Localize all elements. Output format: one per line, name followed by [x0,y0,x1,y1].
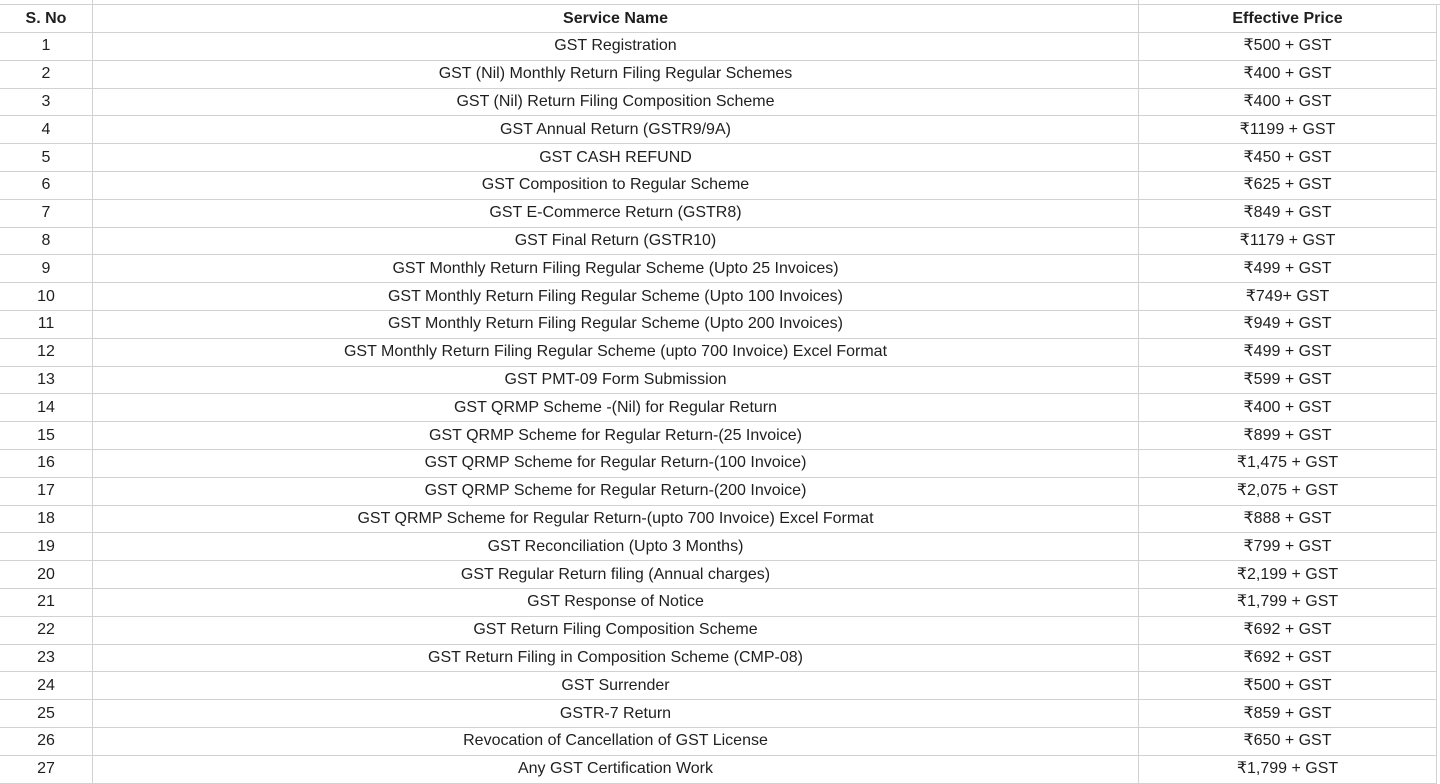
table-row [0,60,1437,88]
serial-number-cell: 22 [0,616,93,644]
service-name-cell: GST Monthly Return Filing Regular Scheme (Upto 100 Invoices) [93,283,1139,311]
table-row [0,533,1437,561]
table-row [0,366,1437,394]
effective-price-cell: ₹500 + GST [1139,672,1437,700]
table-row [0,144,1437,172]
service-name-cell: GST Annual Return (GSTR9/9A) [93,116,1139,144]
serial-number-cell: 1 [0,33,93,61]
effective-price-cell: ₹749+ GST [1139,283,1437,311]
effective-price-cell: ₹400 + GST [1139,394,1437,422]
effective-price-cell: ₹625 + GST [1139,171,1437,199]
serial-number-cell: 4 [0,116,93,144]
service-name-cell: GST QRMP Scheme for Regular Return-(25 Invoice) [93,422,1139,450]
service-name-cell: GST CASH REFUND [93,144,1139,172]
effective-price-cell: ₹499 + GST [1139,255,1437,283]
serial-number-cell: 8 [0,227,93,255]
table-row [0,755,1437,783]
service-name-cell: GST Return Filing Composition Scheme [93,616,1139,644]
table-row [0,33,1437,61]
table-row [0,88,1437,116]
serial-number-cell: 5 [0,144,93,172]
effective-price-cell: ₹799 + GST [1139,533,1437,561]
effective-price-cell: ₹500 + GST [1139,33,1437,61]
service-name-cell: GST Composition to Regular Scheme [93,171,1139,199]
serial-number-cell: 15 [0,422,93,450]
table-row [0,672,1437,700]
effective-price-cell: ₹692 + GST [1139,616,1437,644]
service-name-cell: GST Registration [93,33,1139,61]
effective-price-cell: ₹1,475 + GST [1139,449,1437,477]
table-row [0,310,1437,338]
serial-number-cell: 6 [0,171,93,199]
effective-price-cell: ₹849 + GST [1139,199,1437,227]
effective-price-cell: ₹949 + GST [1139,310,1437,338]
effective-price-cell: ₹400 + GST [1139,88,1437,116]
serial-number-cell: 9 [0,255,93,283]
serial-number-cell: 7 [0,199,93,227]
service-name-cell: Revocation of Cancellation of GST License [93,727,1139,755]
table-row [0,199,1437,227]
serial-number-cell: 12 [0,338,93,366]
serial-number-cell: 16 [0,449,93,477]
service-name-cell: GST Reconciliation (Upto 3 Months) [93,533,1139,561]
header-serial-number: S. No [0,5,93,33]
effective-price-cell: ₹599 + GST [1139,366,1437,394]
table-row [0,588,1437,616]
service-name-cell: GST (Nil) Return Filing Composition Scheme [93,88,1139,116]
table-body [0,33,1437,784]
table-row [0,394,1437,422]
table-row [0,283,1437,311]
service-name-cell: GST QRMP Scheme -(Nil) for Regular Return [93,394,1139,422]
serial-number-cell: 13 [0,366,93,394]
table-row [0,727,1437,755]
header-effective-price: Effective Price [1139,5,1437,33]
table-row [0,255,1437,283]
header-service-name: Service Name [93,5,1139,33]
service-name-cell: GST Monthly Return Filing Regular Scheme (upto 700 Invoice) Excel Format [93,338,1139,366]
service-name-cell: GST (Nil) Monthly Return Filing Regular Schemes [93,60,1139,88]
effective-price-cell: ₹1199 + GST [1139,116,1437,144]
service-name-cell: GST QRMP Scheme for Regular Return-(upto 700 Invoice) Excel Format [93,505,1139,533]
serial-number-cell: 18 [0,505,93,533]
effective-price-cell: ₹859 + GST [1139,700,1437,728]
effective-price-cell: ₹2,075 + GST [1139,477,1437,505]
table-row [0,477,1437,505]
serial-number-cell: 17 [0,477,93,505]
service-name-cell: GST Surrender [93,672,1139,700]
table-row [0,700,1437,728]
table-row [0,227,1437,255]
table-row [0,338,1437,366]
serial-number-cell: 10 [0,283,93,311]
effective-price-cell: ₹1179 + GST [1139,227,1437,255]
table-row [0,171,1437,199]
table-row [0,616,1437,644]
effective-price-cell: ₹450 + GST [1139,144,1437,172]
effective-price-cell: ₹499 + GST [1139,338,1437,366]
table-row [0,422,1437,450]
serial-number-cell: 21 [0,588,93,616]
serial-number-cell: 24 [0,672,93,700]
effective-price-cell: ₹899 + GST [1139,422,1437,450]
effective-price-cell: ₹2,199 + GST [1139,561,1437,589]
service-name-cell: GST QRMP Scheme for Regular Return-(100 Invoice) [93,449,1139,477]
service-name-cell: GST Return Filing in Composition Scheme (CMP-08) [93,644,1139,672]
effective-price-cell: ₹400 + GST [1139,60,1437,88]
effective-price-cell: ₹692 + GST [1139,644,1437,672]
service-name-cell: GSTR-7 Return [93,700,1139,728]
table-row [0,505,1437,533]
table-row [0,116,1437,144]
service-name-cell: GST E-Commerce Return (GSTR8) [93,199,1139,227]
service-name-cell: GST PMT-09 Form Submission [93,366,1139,394]
serial-number-cell: 14 [0,394,93,422]
effective-price-cell: ₹1,799 + GST [1139,588,1437,616]
serial-number-cell: 23 [0,644,93,672]
serial-number-cell: 19 [0,533,93,561]
table-row [0,644,1437,672]
serial-number-cell: 20 [0,561,93,589]
serial-number-cell: 2 [0,60,93,88]
table-row [0,561,1437,589]
effective-price-cell: ₹1,799 + GST [1139,755,1437,783]
service-name-cell: GST Regular Return filing (Annual charges) [93,561,1139,589]
table-header-row [0,5,1437,33]
serial-number-cell: 11 [0,310,93,338]
service-name-cell: Any GST Certification Work [93,755,1139,783]
serial-number-cell: 3 [0,88,93,116]
effective-price-cell: ₹650 + GST [1139,727,1437,755]
service-name-cell: GST Monthly Return Filing Regular Scheme (Upto 25 Invoices) [93,255,1139,283]
service-name-cell: GST Monthly Return Filing Regular Scheme (Upto 200 Invoices) [93,310,1139,338]
gst-services-price-table [0,4,1437,784]
serial-number-cell: 26 [0,727,93,755]
service-name-cell: GST Final Return (GSTR10) [93,227,1139,255]
effective-price-cell: ₹888 + GST [1139,505,1437,533]
service-name-cell: GST QRMP Scheme for Regular Return-(200 Invoice) [93,477,1139,505]
serial-number-cell: 25 [0,700,93,728]
service-name-cell: GST Response of Notice [93,588,1139,616]
serial-number-cell: 27 [0,755,93,783]
table-row [0,449,1437,477]
